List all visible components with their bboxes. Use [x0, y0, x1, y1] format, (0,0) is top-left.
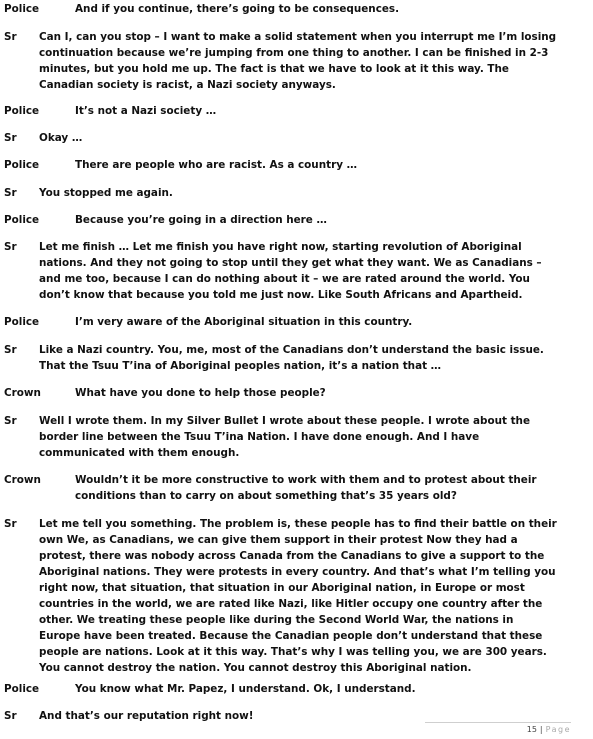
speech-text: It’s not a Nazi society … [75, 105, 217, 117]
speech-text: I’m very aware of the Aboriginal situation in this country. [75, 316, 413, 328]
speaker-label: Sr [4, 518, 17, 530]
speaker-label: Police [4, 3, 40, 15]
speaker-label: Sr [4, 344, 17, 356]
speaker-label: Sr [4, 132, 17, 144]
speech-text: Because you’re going in a direction here … [75, 214, 327, 226]
speaker-label: Sr [4, 187, 17, 199]
page-label: Page [545, 725, 571, 734]
speaker-label: Police [4, 214, 40, 226]
speaker-label: Police [4, 316, 40, 328]
speaker-label: Sr [4, 710, 17, 722]
footer-divider [425, 722, 571, 723]
speech-text: There are people who are racist. As a country … [75, 159, 357, 171]
speech-text: You know what Mr. Papez, I understand. Ok, I understand. [75, 683, 416, 695]
speaker-label: Police [4, 105, 40, 117]
speaker-label: Sr [4, 241, 17, 253]
speaker-label: Crown [4, 387, 41, 399]
speech-text: And that’s our reputation right now! [39, 710, 254, 722]
speech-text: Wouldn’t it be more constructive to work with them and to protest about their conditions than to carry on about something that’s 35 years old? [75, 474, 537, 502]
speech-text: Can I, can you stop – I want to make a solid statement when you interrupt me I’m losing continuation because we’re jumping from one thing to another. I can be finished in 2-3 minutes, but you hold me up. The fact is that we have to look at it this way. The Canadian society is racist, a Nazi society anyways. [39, 31, 557, 91]
page-separator: | [539, 725, 543, 734]
page-number: 15 [526, 725, 537, 734]
speech-text: You stopped me again. [39, 187, 173, 199]
speaker-label: Sr [4, 415, 17, 427]
speech-text: Okay … [39, 132, 83, 144]
speech-text: Well I wrote them. In my Silver Bullet I wrote about these people. I wrote about the border line between the Tsuu T’ina Nation. I have done enough. And I have communicated with them enough. [39, 415, 530, 459]
speech-text: Let me finish … Let me finish you have right now, starting revolution of Aboriginal nations. And they not going to stop until they get what they want. We as Canadians – and me too, because I can do nothing about it – we are rated around the world. You don’t know that because you told me just now. Like South Africans and Apartheid. [39, 241, 542, 301]
speech-text: What have you done to help those people? [75, 387, 326, 399]
speaker-label: Crown [4, 474, 41, 486]
speaker-label: Police [4, 159, 40, 171]
speech-text: And if you continue, there’s going to be consequences. [75, 3, 400, 15]
page-footer [527, 724, 571, 736]
speaker-label: Sr [4, 31, 17, 43]
speech-text: Let me tell you something. The problem is, these people has to find their battle on their own We, as Canadians, we can give them support in their protest Now they had a protest, there was nobody across Canada from the Canadians to give a support to the Aboriginal nations. They were protests in every country. And that’s what I’m telling you right now, that situation, that situation in our Aboriginal nation, in Europe or most countries in the world, we are rated like Nazi, like Hitler occupy one country after the other. We treating these people like during the Second World War, the nations in Europe have been treated. Because the Canadian people don’t understand that these people are nations. Look at it this way. That’s why I was telling you, we are 300 years. You cannot destroy the nation. You cannot destroy this Aboriginal nation. [39, 518, 557, 674]
speaker-label: Police [4, 683, 40, 695]
speech-text: Like a Nazi country. You, me, most of the Canadians don’t understand the basic issue. That the Tsuu T’ina of Aboriginal peoples nation, it’s a nation that … [39, 344, 544, 372]
